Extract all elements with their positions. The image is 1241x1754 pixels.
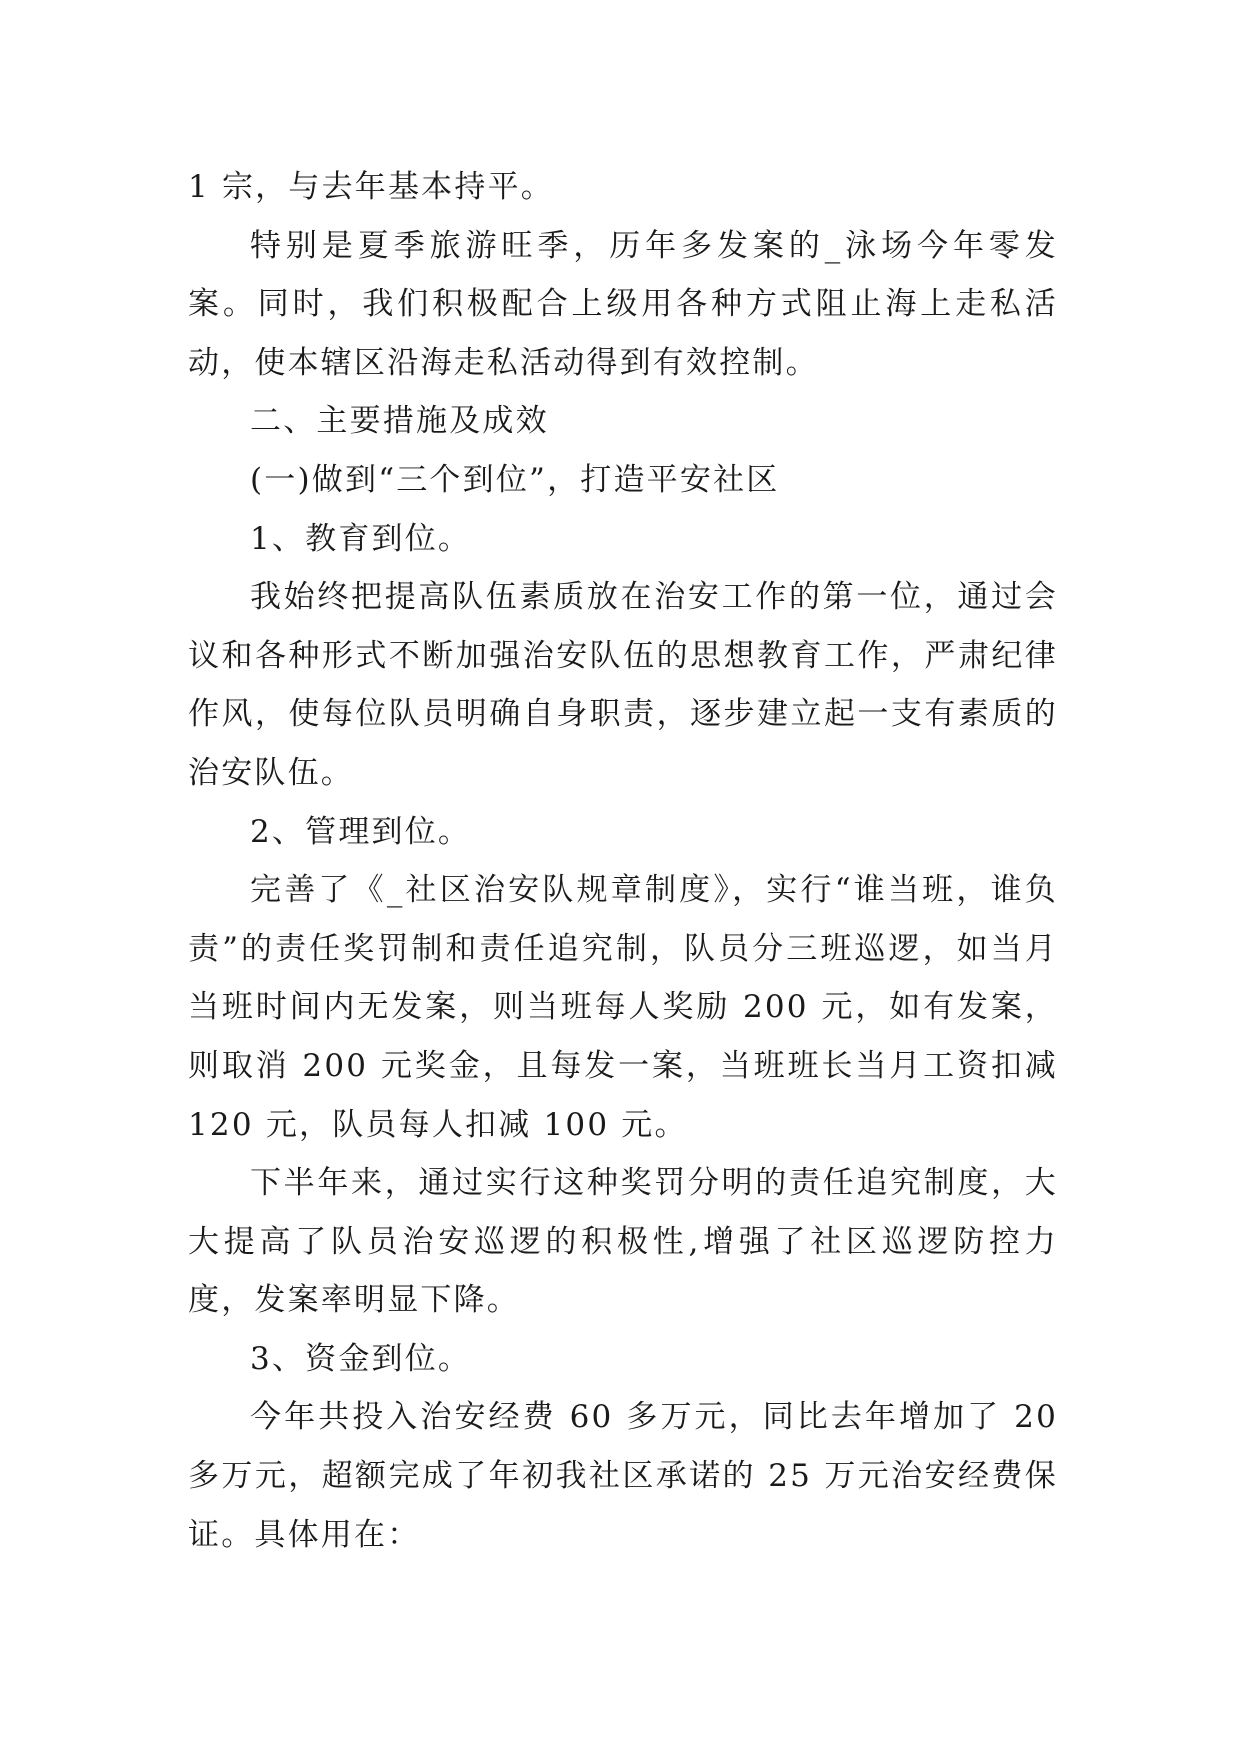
item-heading-education: 1、教育到位。: [250, 520, 472, 557]
paragraph-continuation: 1 宗，与去年基本持平。: [188, 169, 554, 205]
section-heading-main-measures: 二、主要措施及成效: [250, 403, 549, 440]
item-heading-management: 2、管理到位。: [250, 813, 472, 850]
paragraph-management: 完善了《_社区治安队规章制度》，实行“谁当班，谁负责”的责任奖罚制和责任追究制，队员分三班巡逻，如当月当班时间内无发案，则当班每人奖励 200 元，如有发案，则取消 200 元奖金，且每发一案，当班班长当月工资扣减 120 元，队员每人扣减 100 元。: [188, 872, 1058, 1143]
document-body: [188, 158, 1058, 1564]
subsection-heading-three-in-place: (一)做到“三个到位”，打造平安社区: [250, 461, 780, 498]
paragraph-education: 我始终把提高队伍素质放在治安工作的第一位，通过会议和各种形式不断加强治安队伍的思想教育工作，严肃纪律作风，使每位队员明确自身职责，逐步建立起一支有素质的治安队伍。: [188, 579, 1058, 791]
paragraph-summer-tourism: 特别是夏季旅游旺季，历年多发案的_泳场今年零发案。同时，我们积极配合上级用各种方式阻止海上走私活动，使本辖区沿海走私活动得到有效控制。: [188, 227, 1058, 381]
item-heading-funding: 3、资金到位。: [250, 1340, 472, 1377]
paragraph-funding: 今年共投入治安经费 60 多万元，同比去年增加了 20 多万元，超额完成了年初我社区承诺的 25 万元治安经费保证。具体用在：: [188, 1399, 1058, 1553]
paragraph-second-half-year: 下半年来，通过实行这种奖罚分明的责任追究制度，大大提高了队员治安巡逻的积极性,增强了社区巡逻防控力度，发案率明显下降。: [188, 1165, 1058, 1319]
